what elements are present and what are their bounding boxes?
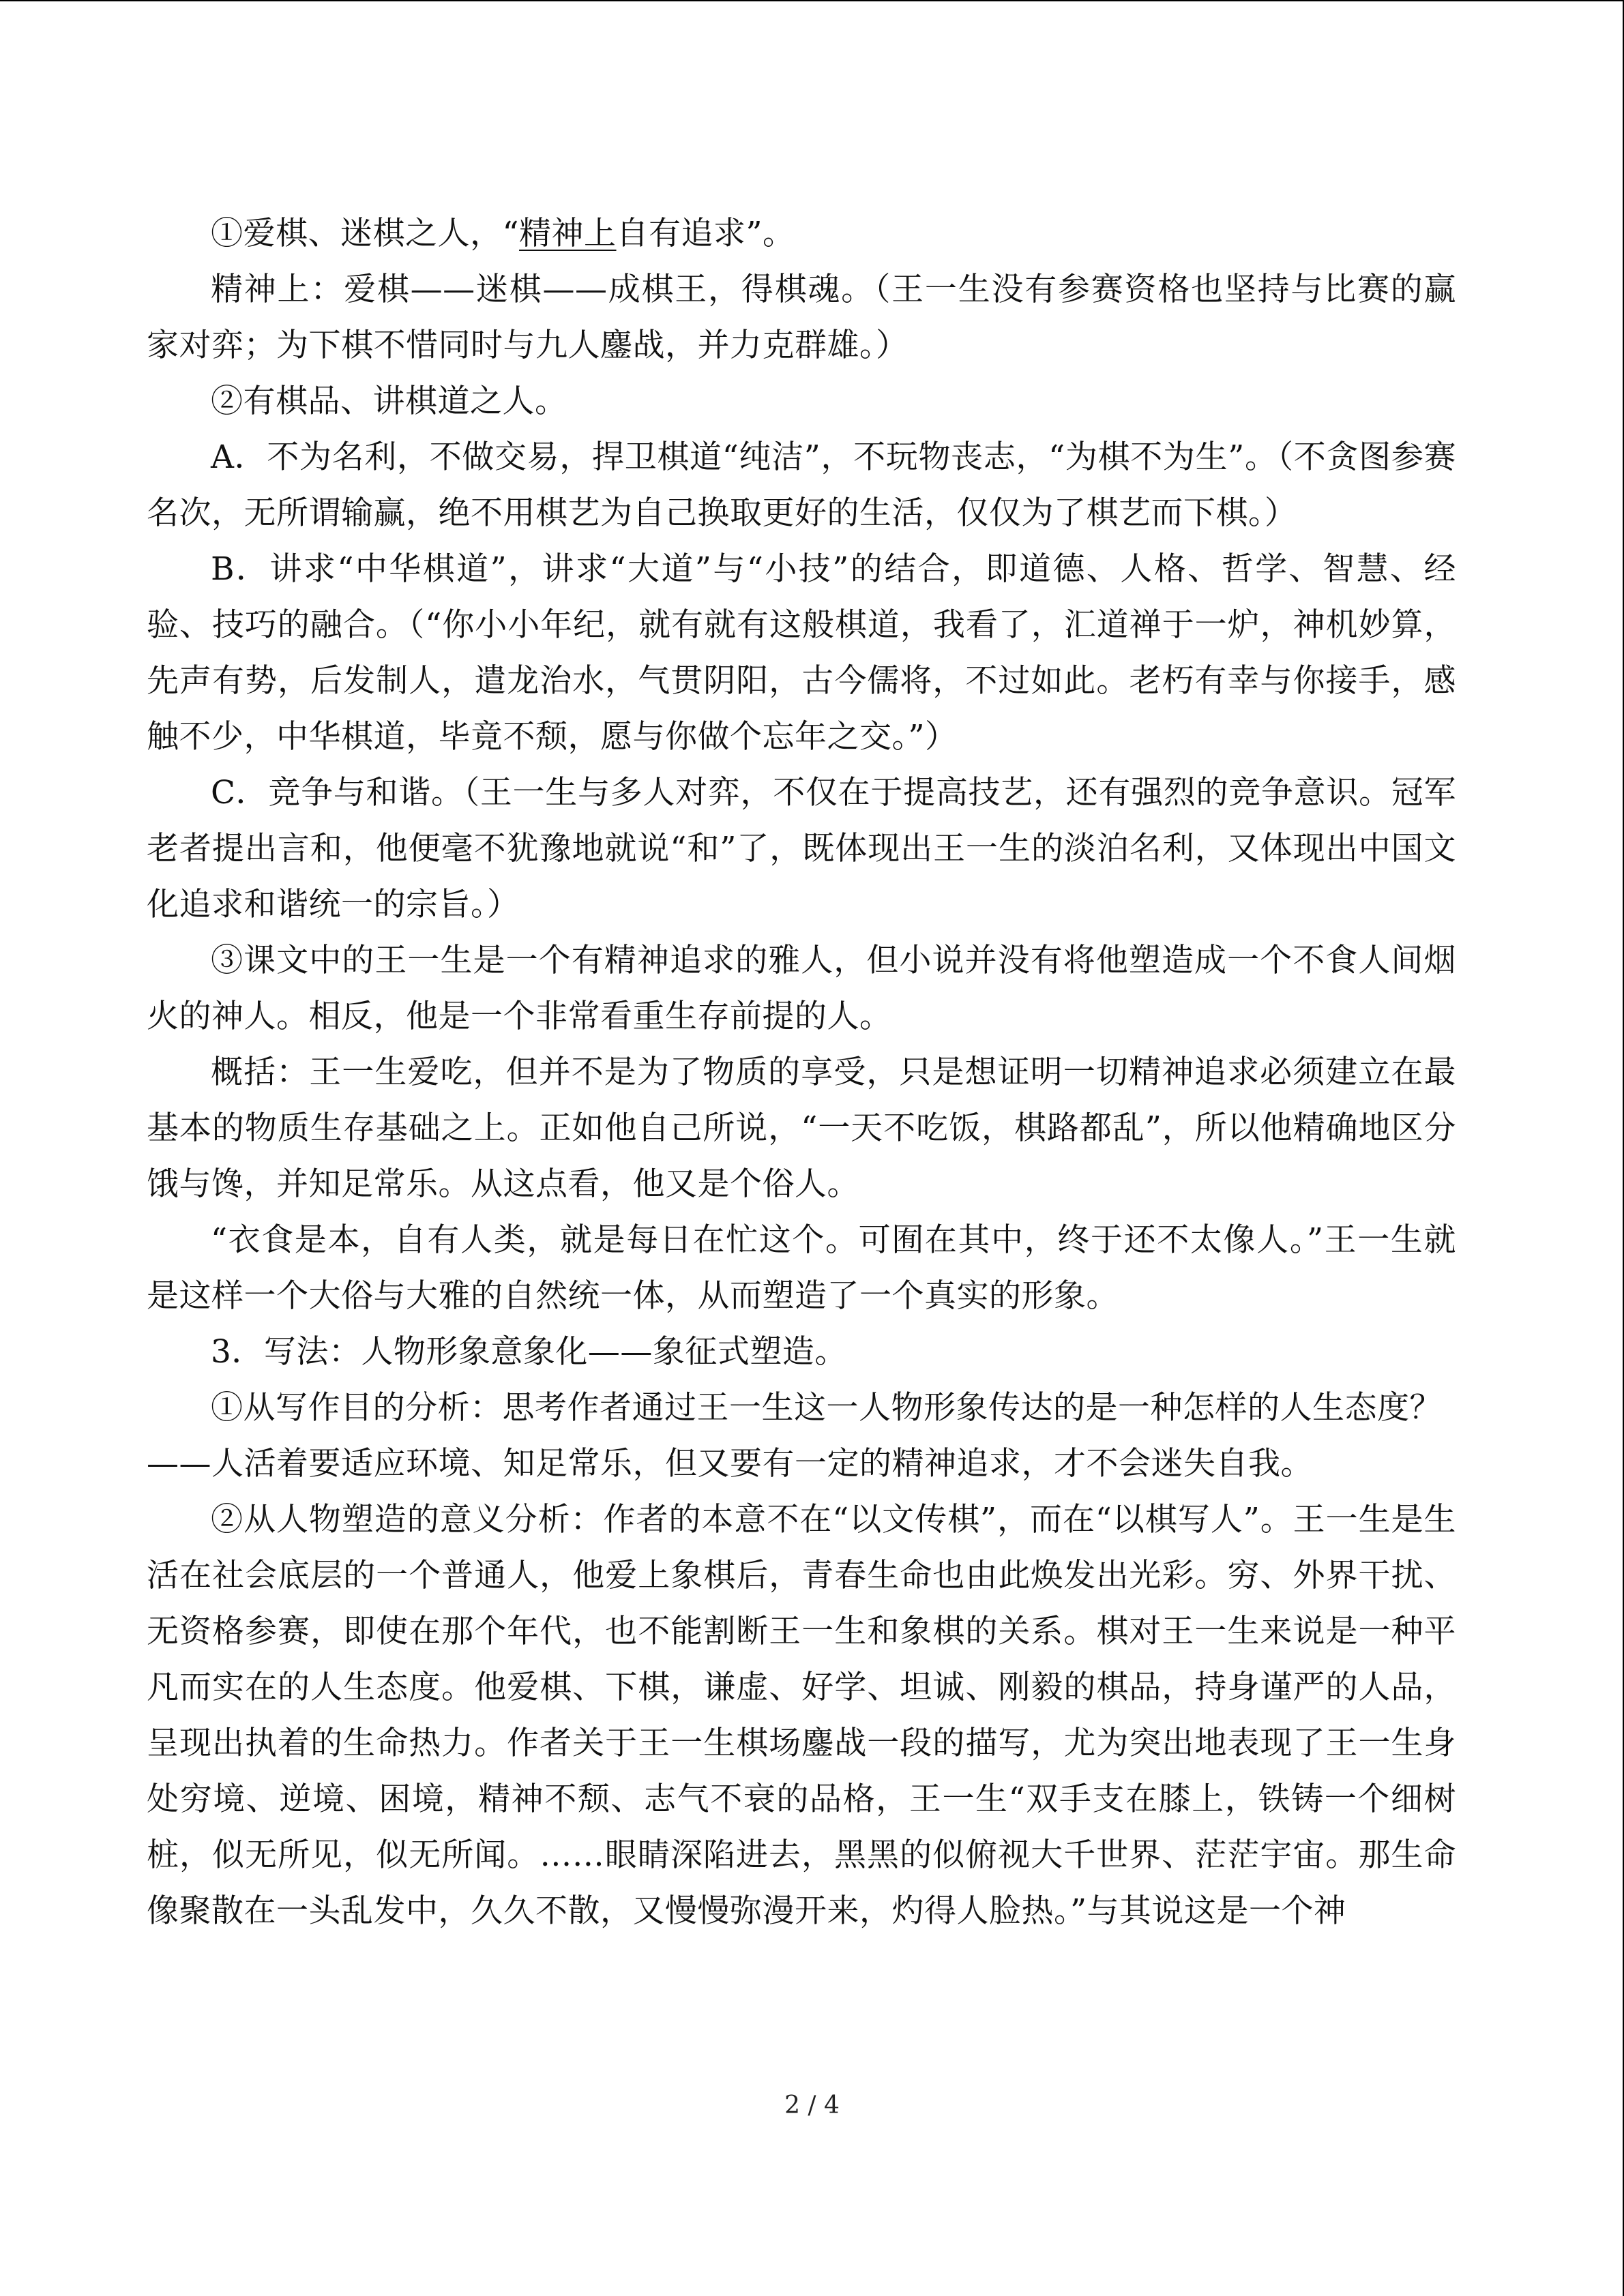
paragraph-4: A．不为名利，不做交易，捍卫棋道“纯洁”，不玩物丧志，“为棋不为生”。（不贪图参赛名次，无所谓输赢，绝不用棋艺为自己换取更好的生活，仅仅为了棋艺而下棋。）: [147, 438, 1456, 532]
paragraph-2: 精神上：爱棋——迷棋——成棋王，得棋魂。（王一生没有参赛资格也坚持与比赛的赢家对弈；为下棋不惜同时与九人鏖战，并力克群雄。）: [147, 271, 1456, 364]
paragraph-6: C．竞争与和谐。（王一生与多人对弈，不仅在于提高技艺，还有强烈的竞争意识。冠军老者提出言和，他便毫不犹豫地就说“和”了，既体现出王一生的淡泊名利，又体现出中国文化追求和谐统一的宗旨。）: [147, 774, 1456, 923]
paragraph-1-post: 自有追求”。: [616, 215, 795, 252]
paragraph-7: ③课文中的王一生是一个有精神追求的雅人，但小说并没有将他塑造成一个不食人间烟火的神人。相反，他是一个非常看重生存前提的人。: [147, 942, 1456, 1035]
paragraph-9: “衣食是本，自有人类，就是每日在忙这个。可囿在其中，终于还不太像人。”王一生就是这样一个大俗与大雅的自然统一体，从而塑造了一个真实的形象。: [147, 1221, 1456, 1315]
page-number: 2 / 4: [784, 2091, 840, 2119]
paragraph-5: B．讲求“中华棋道”，讲求“大道”与“小技”的结合，即道德、人格、哲学、智慧、经验、技巧的融合。（“你小小年纪，就有就有这般棋道，我看了，汇道禅于一炉，神机妙算，先声有势，后发制人，遣龙治水，气贯阴阳，古今儒将，不过如此。老朽有幸与你接手，感触不少，中华棋道，毕竟不颓，愿与你做个忘年之交。”）: [147, 550, 1456, 756]
paragraph-1: [147, 206, 1456, 262]
paragraph-13: ②从人物塑造的意义分析：作者的本意不在“以文传棋”，而在“以棋写人”。王一生是生活在社会底层的一个普通人，他爱上象棋后，青春生命也由此焕发出光彩。穷、外界干扰、无资格参赛，即使在那个年代，也不能割断王一生和象棋的关系。棋对王一生来说是一种平凡而实在的人生态度。他爱棋、下棋，谦虚、好学、坦诚、刚毅的棋品，持身谨严的人品，呈现出执着的生命热力。作者关于王一生棋场鏖战一段的描写，尤为突出地表现了王一生身处穷境、逆境、困境，精神不颓、志气不衰的品格，王一生“双手支在膝上，铁铸一个细树桩，似无所见，似无所闻。……眼睛深陷进去，黑黑的似俯视大千世界、茫茫宇宙。那生命像聚散在一头乱发中，久久不散，又慢慢弥漫开来，灼得人脸热。”与其说这是一个神: [147, 1501, 1456, 1930]
paragraph-1-pre: ①爱棋、迷棋之人，“: [211, 215, 520, 252]
paragraph-8: 概括：王一生爱吃，但并不是为了物质的享受，只是想证明一切精神追求必须建立在最基本的物质生存基础之上。正如他自己所说，“一天不吃饭，棋路都乱”，所以他精确地区分饿与馋，并知足常乐。从这点看，他又是个俗人。: [147, 1054, 1456, 1203]
paragraph-10: 3．写法：人物形象意象化——象征式塑造。: [211, 1333, 847, 1371]
paragraph-12: ——人活着要适应环境、知足常乐，但又要有一定的精神追求，才不会迷失自我。: [147, 1445, 1313, 1482]
paragraph-3: ②有棋品、讲棋道之人。: [211, 383, 567, 420]
paragraph-11: ①从写作目的分析：思考作者通过王一生这一人物形象传达的是一种怎样的人生态度？: [211, 1389, 1442, 1427]
document-body: [147, 206, 1456, 1939]
underlined-phrase: 精神上: [519, 215, 617, 252]
